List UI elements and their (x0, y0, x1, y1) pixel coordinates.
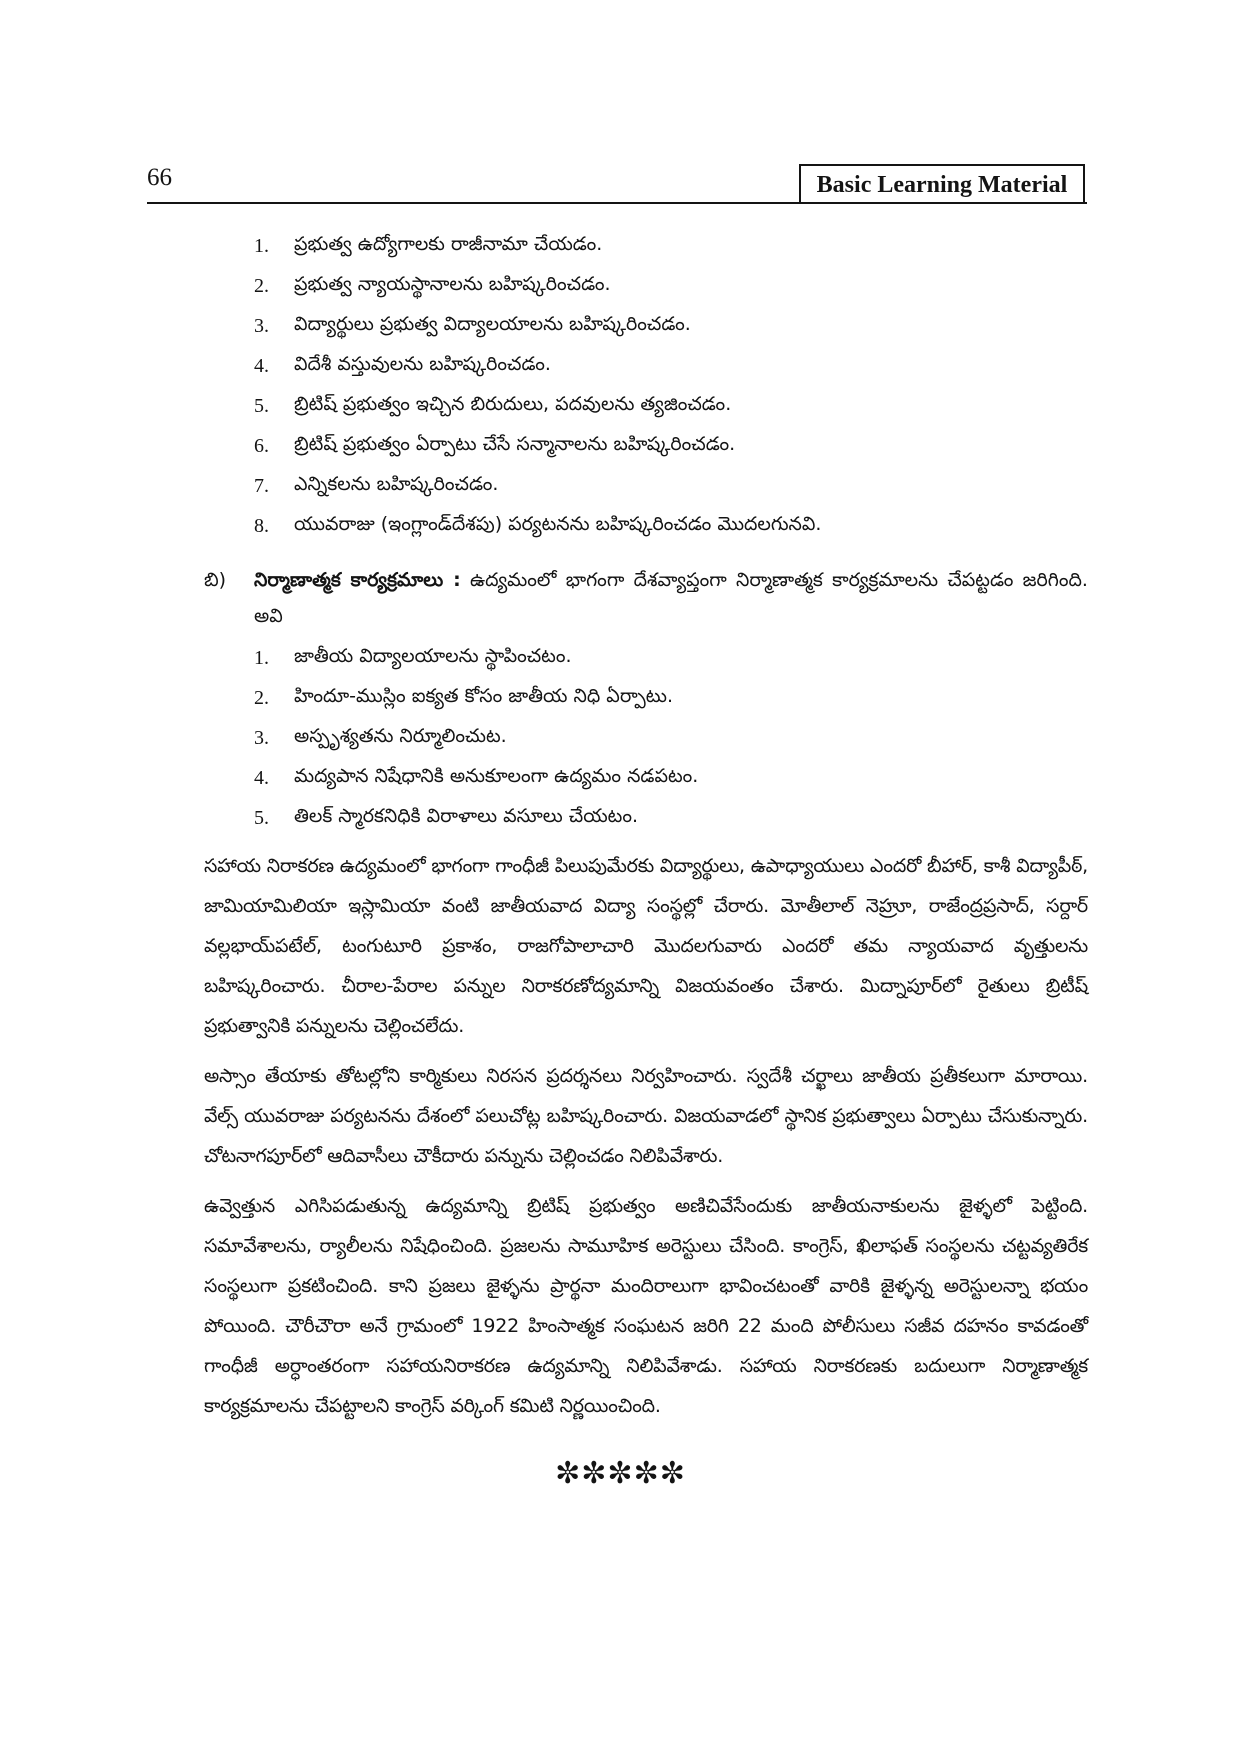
paragraph: అస్సాం తేయాకు తోటల్లోని కార్మికులు నిరసన ప్రదర్శనలు నిర్వహించారు. స్వదేశీ చర్ఖాలు జాతీయ ప్రతీకలుగా మారాయి. వేల్స్ యువరాజు పర్యటనను దేశంలో పలుచోట్ల బహిష్కరించారు. విజయవాడలో స్థానిక ప్రభుత్వాలు ఏర్పాటు చేసుకున్నారు. చోటనాగపూర్‌లో ఆదివాసీలు చౌకీదారు పన్నును చెల్లించడం నిలిపివేశారు. (204, 1065, 1088, 1167)
list-item-text: జాతీయ విద్యాలయాలను స్థాపించటం. (294, 644, 572, 667)
list-number: 4. (254, 354, 269, 377)
paragraph: ఉవ్వెత్తున ఎగిసిపడుతున్న ఉద్యమాన్ని బ్రిటిష్ ప్రభుత్వం అణిచివేసేందుకు జాతీయనాకులను జైళ్ళలో పెట్టింది. సమావేశాలను, ర్యాలీలను నిషేధించింది. ప్రజలను సామూహిక అరెస్టులు చేసింది. కాంగ్రెస్, ఖిలాఫత్ సంస్థలను చట్టవ్యతిరేక సంస్థలుగా ప్రకటించింది. కాని ప్రజలు జైళ్ళను ప్రార్థనా మందిరాలుగా భావించటంతో వారికి జైళ్ళన్న అరెస్టులన్నా భయం పోయింది. చౌరీచౌరా అనే గ్రామంలో 1922 హింసాత్మక సంఘటన జరిగి 22 మంది పోలీసులు సజీవ దహనం కావడంతో గాంధీజీ అర్ధాంతరంగా సహాయనిరాకరణ ఉద్యమాన్ని నిలిపివేశాడు. సహాయ నిరాకరణకు బదులుగా నిర్మాణాత్మక కార్యక్రమాలను చేపట్టాలని కాంగ్రెస్ వర్కింగ్ కమిటి నిర్ణయించింది. (204, 1195, 1088, 1417)
list-number: 3. (254, 726, 269, 749)
list-item (254, 798, 1088, 838)
list-item (254, 346, 1088, 386)
end-of-section-mark: ✼✼✼✼✼ (555, 1456, 686, 1491)
list-number: 3. (254, 314, 269, 337)
list-item-text: తిలక్ స్మారకనిధికి విరాళాలు వసూలు చేయటం. (294, 804, 639, 827)
list-item-text: బ్రిటిష్ ప్రభుత్వం ఇచ్చిన బిరుదులు, పదవులను త్యజించడం. (294, 392, 732, 415)
list-number: 5. (254, 394, 269, 417)
list-item (254, 426, 1088, 466)
page-content (204, 226, 1088, 1426)
list-item-text: ప్రభుత్వ న్యాయస్థానాలను బహిష్కరించడం. (294, 272, 611, 295)
page-number: 66 (147, 164, 172, 191)
section-body (254, 562, 1088, 634)
list-item-text: అస్పృశ్యతను నిర్మూలించుట. (294, 724, 507, 747)
list-item-text: విద్యార్థులు ప్రభుత్వ విద్యాలయాలను బహిష్కరించడం. (294, 312, 691, 335)
paragraph: సహాయ నిరాకరణ ఉద్యమంలో భాగంగా గాంధీజీ పిలుపుమేరకు విద్యార్థులు, ఉపాధ్యాయులు ఎందరో బీహార్, కాశీ విద్యాపీఠ్, జామియామిలియా ఇస్లామియా వంటి జాతీయవాద విద్యా సంస్థల్లో చేరారు. మోతీలాల్ నెహ్రూ, రాజేంద్రప్రసాద్, సర్దార్ వల్లభాయ్‌పటేల్, టంగుటూరి ప్రకాశం, రాజగోపాలాచారి మొదలగువారు ఎందరో తమ న్యాయవాద వృత్తులను బహిష్కరించారు. చీరాల-పేరాల పన్నుల నిరాకరణోద్యమాన్ని విజయవంతం చేశారు. మిద్నాపూర్‌లో రైతులు బ్రిటీష్ ప్రభుత్వానికి పన్నులను చెల్లించలేదు. (204, 855, 1088, 1037)
list-number: 1. (254, 234, 269, 257)
list-item (254, 678, 1088, 718)
section-marker: బి) (204, 569, 227, 591)
section-title: నిర్మాణాత్మక కార్యక్రమాలు : (254, 569, 461, 591)
list-item-text: విదేశీ వస్తువులను బహిష్కరించడం. (294, 352, 551, 375)
section-b (204, 562, 1088, 634)
list-number: 2. (254, 274, 269, 297)
list-item-text: యువరాజు (ఇంగ్లాండ్‌దేశపు) పర్యటనను బహిష్కరించడం మొదలగునవి. (294, 512, 822, 535)
list-item (254, 718, 1088, 758)
list-item (254, 386, 1088, 426)
list-item (254, 758, 1088, 798)
list-item (254, 466, 1088, 506)
header-rule (147, 202, 1087, 204)
list-number: 2. (254, 686, 269, 709)
constructive-list (254, 638, 1088, 838)
list-item-text: హిందూ-ముస్లిం ఐక్యత కోసం జాతీయ నిధి ఏర్పాటు. (294, 684, 673, 707)
section-text: ఉద్యమంలో భాగంగా దేశవ్యాప్తంగా నిర్మాణాత్మక కార్యక్రమాలను చేపట్టడం జరిగింది. అవి (254, 569, 1088, 627)
running-head: Basic Learning Material (799, 164, 1085, 204)
list-number: 1. (254, 646, 269, 669)
list-item (254, 506, 1088, 546)
list-number: 7. (254, 474, 269, 497)
list-number: 5. (254, 806, 269, 829)
list-item (254, 266, 1088, 306)
list-item-text: ప్రభుత్వ ఉద్యోగాలకు రాజీనామా చేయడం. (294, 232, 603, 255)
list-number: 4. (254, 766, 269, 789)
list-item (254, 638, 1088, 678)
list-number: 6. (254, 434, 269, 457)
boycott-list (254, 226, 1088, 546)
list-number: 8. (254, 514, 269, 537)
list-item (254, 226, 1088, 266)
list-item-text: బ్రిటిష్ ప్రభుత్వం ఏర్పాటు చేసే సన్మానాలను బహిష్కరించడం. (294, 432, 736, 455)
list-item-text: ఎన్నికలను బహిష్కరించడం. (294, 472, 499, 495)
list-item-text: మద్యపాన నిషేధానికి అనుకూలంగా ఉద్యమం నడపటం. (294, 764, 699, 787)
list-item (254, 306, 1088, 346)
